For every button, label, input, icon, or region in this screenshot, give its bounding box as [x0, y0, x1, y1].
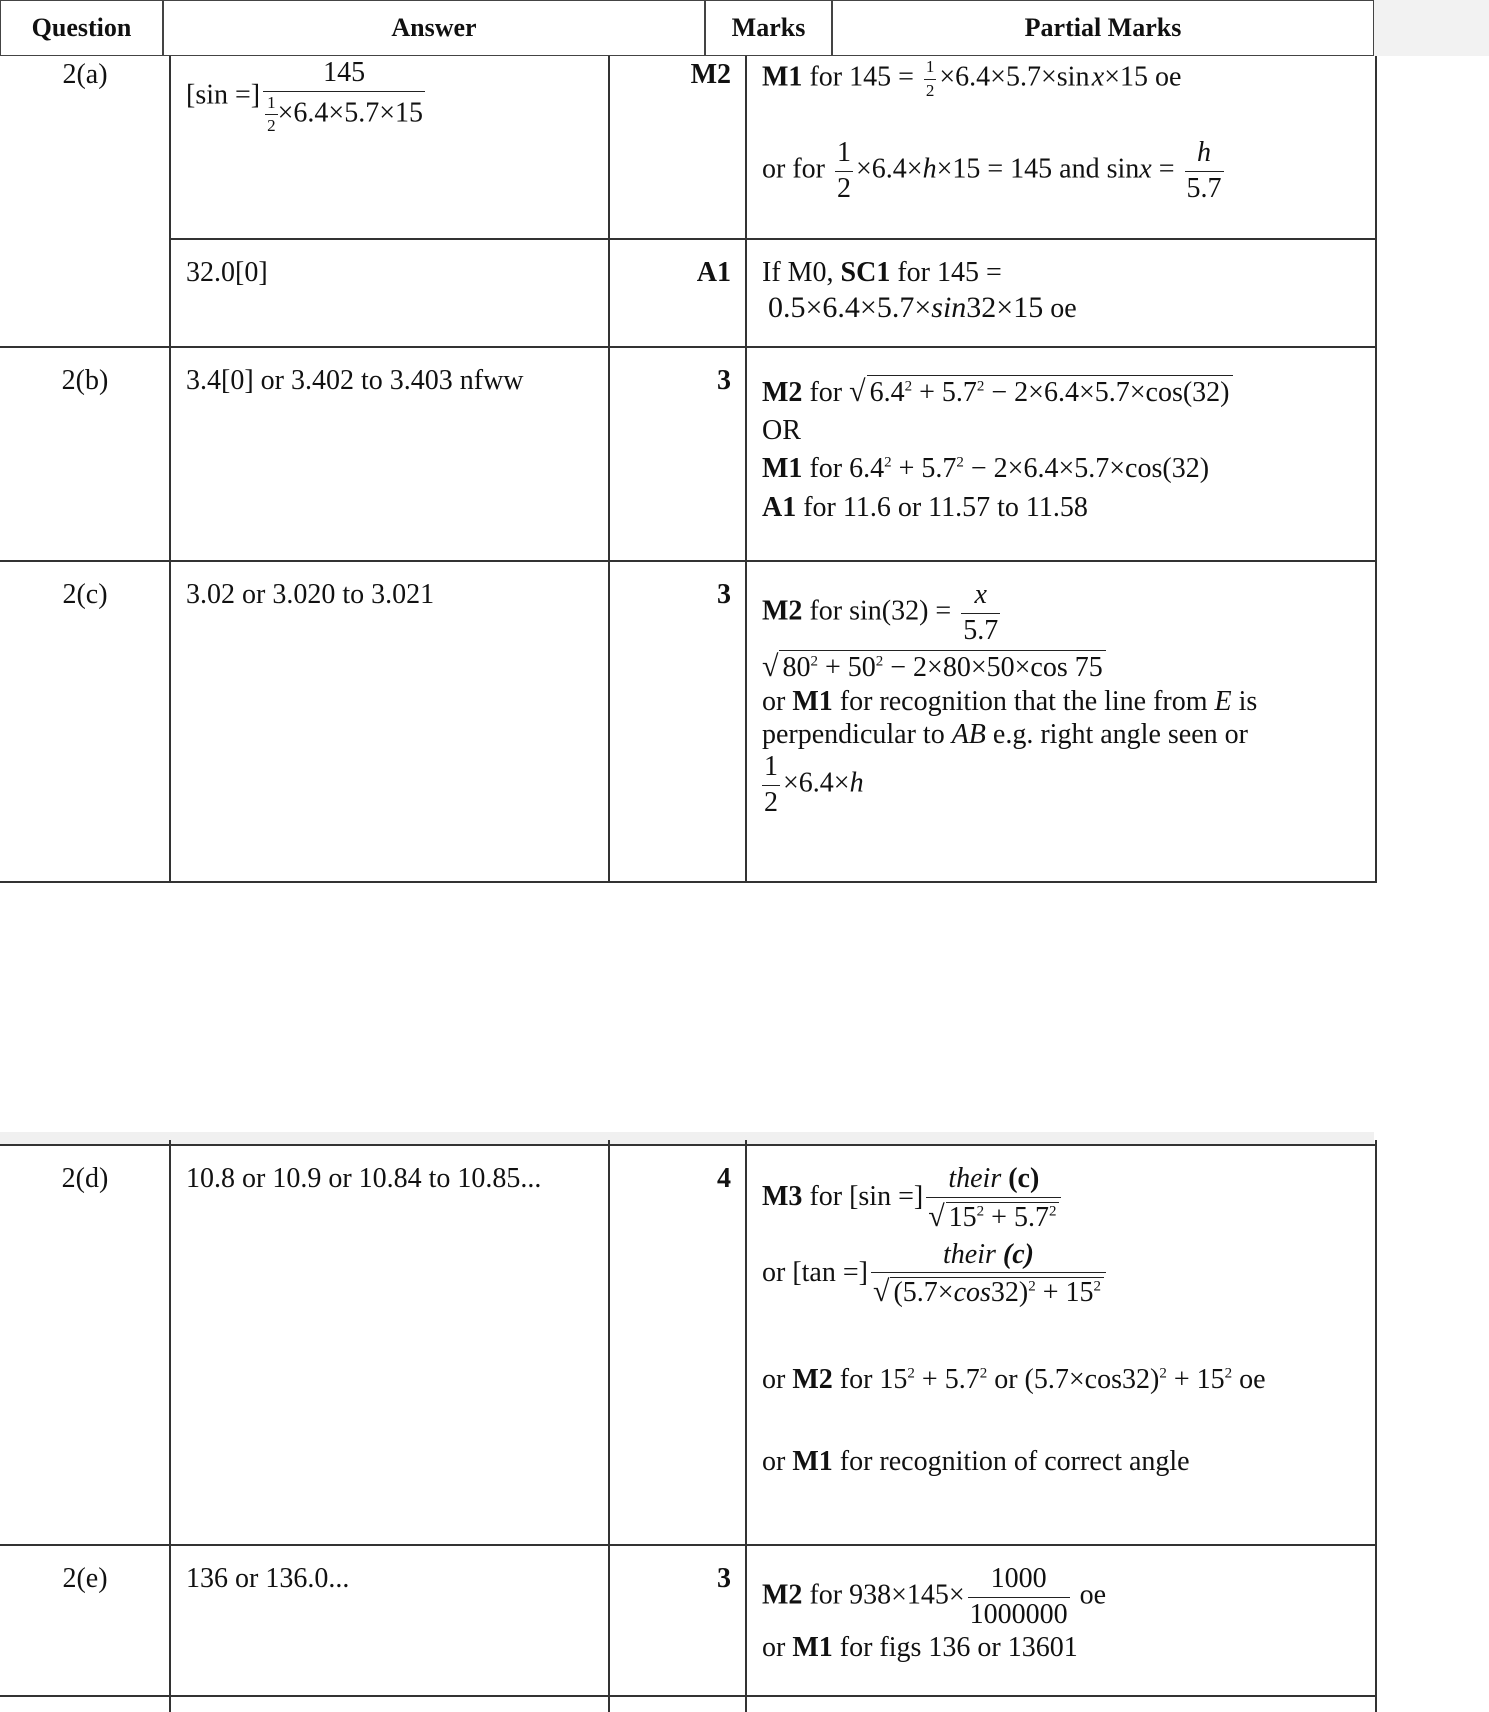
var-x: x — [1139, 153, 1152, 185]
answer-fraction — [263, 58, 425, 136]
exp: 2 — [956, 454, 964, 471]
pm-line — [762, 1363, 1367, 1397]
header-partial-marks: Partial Marks — [832, 0, 1374, 56]
sqrt-body — [890, 1277, 1104, 1309]
sqrt-body — [946, 1202, 1060, 1234]
partial-marks-2b — [762, 374, 1367, 525]
frac-num: 1000 — [990, 1563, 1047, 1594]
frac-num — [946, 1164, 1041, 1197]
expr: 6.4 — [849, 452, 885, 484]
pm-text: = — [1151, 153, 1175, 185]
sqrt-sign: √ — [928, 1199, 945, 1233]
marks-2c: 3 — [717, 579, 731, 610]
pm-line — [762, 1564, 1367, 1631]
pm-text: If M0, — [762, 257, 834, 288]
exp: 2 — [1093, 1279, 1102, 1296]
question-2c: 2(c) — [62, 579, 108, 610]
mark-code: M2 — [762, 377, 803, 408]
h-over-fraction — [1185, 138, 1224, 205]
pm-line — [762, 1445, 1367, 1479]
pm-text: ×15 = 145 and sin — [936, 153, 1140, 185]
part-c: (c) — [1008, 1163, 1040, 1194]
pm-text: for — [809, 452, 843, 484]
partial-marks-2c — [762, 580, 1367, 818]
question-2e: 2(e) — [62, 1563, 108, 1594]
frac-den — [871, 1272, 1106, 1309]
answer-2c: 3.02 or 3.020 to 3.021 — [186, 579, 435, 610]
divider — [608, 56, 610, 882]
expr: + 50 — [817, 651, 876, 683]
answer-prefix: [sin =] — [186, 79, 261, 111]
mark-code: A1 — [762, 492, 797, 524]
mark-code: M2 — [792, 1364, 833, 1396]
exp: 2 — [907, 1365, 915, 1382]
frac-den: 5.7 — [963, 614, 999, 646]
pm-line — [762, 752, 1367, 819]
pm-line — [762, 1240, 1367, 1310]
divider — [0, 1695, 1377, 1697]
pm-text: + 15 — [1166, 1364, 1225, 1396]
expr: + 5.7 — [891, 452, 957, 484]
question-2b: 2(b) — [61, 365, 109, 396]
exp: 2 — [1224, 1365, 1233, 1382]
exp: 2 — [976, 1203, 985, 1220]
expr: 32) — [990, 1277, 1029, 1309]
marking-table-bottom — [0, 1140, 1377, 1712]
divider — [0, 346, 1377, 348]
pm-text: for 15 — [839, 1364, 908, 1396]
sqrt-body — [779, 650, 1105, 685]
mark-code: SC1 — [840, 257, 891, 288]
pm-text: for figs 136 or 13601 — [839, 1631, 1078, 1663]
mark-code: M3 — [762, 1181, 803, 1213]
divider — [1375, 56, 1377, 882]
divider — [169, 1140, 171, 1712]
mark-code: M1 — [792, 1445, 833, 1477]
pm-text: for 145 = — [809, 61, 914, 93]
divider — [745, 56, 747, 882]
pm-text: or — [762, 1364, 786, 1396]
unit-fraction — [968, 1564, 1070, 1631]
pm-text: or (5.7×cos32) — [987, 1364, 1160, 1396]
mark-code: M1 — [762, 61, 803, 93]
their: their — [948, 1163, 1002, 1194]
var-h: h — [922, 153, 937, 185]
exp: 2 — [976, 378, 985, 395]
x-over-fraction — [961, 580, 1000, 647]
expr: + 15 — [1035, 1277, 1094, 1309]
half-num: 1 — [925, 57, 935, 76]
frac-den — [926, 1197, 1061, 1234]
pm-text: or — [762, 1631, 786, 1663]
question-2d: 2(d) — [61, 1163, 109, 1194]
exp: 2 — [1028, 1279, 1036, 1296]
pm-text: ×6.4× — [783, 767, 850, 799]
divider — [0, 881, 1377, 883]
pm-line — [762, 718, 1367, 752]
pm-text: ×6.4× — [855, 153, 923, 185]
pm-text: for 145 = — [897, 257, 1002, 288]
half-fraction — [924, 58, 937, 100]
half-den: 2 — [925, 80, 935, 100]
partial-marks-2a-sc1 — [762, 256, 1367, 326]
pm-text: for sin(32) = — [809, 595, 952, 627]
pm-text: oe — [1232, 1364, 1266, 1396]
frac-num: h — [1197, 137, 1211, 168]
pm-text: for [sin =] — [809, 1181, 924, 1213]
marks-2b: 3 — [717, 365, 731, 396]
pm-text: for — [809, 377, 843, 408]
partial-marks-2e — [762, 1564, 1367, 1664]
header-answer: Answer — [163, 0, 705, 56]
marking-table-top — [0, 56, 1377, 882]
mark-code: M2 — [762, 595, 803, 627]
marks-2d: 4 — [717, 1163, 731, 1194]
divider — [745, 1140, 747, 1712]
exp: 2 — [810, 653, 818, 670]
mark-code: M1 — [762, 452, 803, 484]
half-den: 2 — [764, 786, 778, 818]
exp: 2 — [884, 454, 892, 471]
fraction-denominator — [263, 91, 425, 136]
half-num: 1 — [764, 750, 778, 782]
sin-fraction — [926, 1164, 1061, 1234]
pm-text: or — [762, 1445, 786, 1477]
tan-fraction — [871, 1240, 1106, 1310]
expr-cos: cos — [953, 1277, 991, 1309]
expr: 80 — [782, 651, 811, 683]
answer-2a-expression — [186, 58, 606, 136]
expr: − 2×6.4×5.7×cos(32) — [984, 377, 1230, 408]
pm-text: or — [762, 685, 786, 717]
var-ab: AB — [951, 719, 986, 751]
sqrt-sign: √ — [872, 1275, 890, 1309]
part-c: (c) — [1002, 1238, 1034, 1270]
divider — [0, 1144, 1377, 1146]
mark-code: M1 — [792, 1631, 833, 1663]
pm-text: e.g. right angle seen or — [992, 719, 1248, 751]
expr: + 5.7 — [984, 1201, 1049, 1233]
partial-marks-2a-line1 — [762, 58, 1367, 100]
answer-2e: 136 or 136.0... — [186, 1563, 350, 1594]
var-e: E — [1214, 685, 1232, 717]
pm-math: 0.5×6.4×5.7× — [768, 290, 932, 324]
expr: (5.7× — [893, 1277, 954, 1309]
expr: 15 — [948, 1201, 977, 1233]
sqrt-sign: √ — [762, 649, 779, 683]
denominator-rest: ×6.4×5.7×15 — [277, 97, 423, 129]
pm-line — [762, 374, 1367, 410]
expr: − 2×6.4×5.7×cos(32) — [963, 452, 1210, 484]
half-num: 1 — [267, 92, 276, 112]
pm-text: for recognition that the line from — [839, 685, 1208, 717]
pm-text: for recognition of correct angle — [839, 1445, 1190, 1477]
exp: 2 — [904, 378, 913, 395]
pm-text: for 938×145× — [809, 1579, 965, 1611]
divider — [1375, 1140, 1377, 1712]
exp: 2 — [979, 1365, 988, 1382]
pm-math-sin: sin — [931, 290, 967, 324]
divider — [169, 56, 171, 882]
exp: 2 — [875, 653, 884, 670]
pm-text: ×6.4×5.7×sin — [939, 61, 1090, 93]
header-question: Question — [0, 0, 163, 56]
frac-num: x — [974, 579, 987, 610]
answer-2d: 10.8 or 10.9 or 10.84 to 10.85... — [186, 1163, 542, 1194]
expr: − 2×80×50×cos 75 — [883, 651, 1103, 683]
pm-text: is — [1238, 685, 1258, 717]
pm-text: oe — [1072, 1579, 1107, 1611]
half-den: 2 — [267, 116, 276, 136]
sqrt-body — [867, 375, 1233, 410]
their: their — [943, 1238, 996, 1270]
half-fraction — [762, 752, 780, 819]
expr: + 5.7 — [912, 377, 977, 408]
frac-den: 1000000 — [969, 1598, 1068, 1630]
marks-2a-a1: A1 — [696, 257, 731, 288]
half-fraction — [265, 94, 278, 136]
pm-text: perpendicular to — [762, 719, 945, 751]
partial-marks-2d — [762, 1164, 1367, 1478]
pm-line — [762, 685, 1367, 719]
half-den: 2 — [836, 172, 851, 204]
half-fraction — [835, 138, 853, 205]
sqrt-sign: √ — [849, 375, 866, 408]
exp: 2 — [1048, 1203, 1057, 1220]
pm-text: or for — [762, 153, 825, 185]
question-2a: 2(a) — [62, 59, 108, 90]
frac-den: 5.7 — [1186, 172, 1222, 204]
fraction-numerator: 145 — [323, 57, 366, 88]
pm-or: OR — [762, 415, 801, 446]
divider — [169, 238, 1376, 240]
divider — [608, 1140, 610, 1712]
half-num: 1 — [836, 137, 851, 168]
divider — [0, 560, 1377, 562]
partial-marks-2a-line2 — [762, 138, 1367, 205]
pm-line — [762, 452, 1367, 486]
pm-text: oe — [1043, 292, 1077, 324]
pm-text: for 11.6 or 11.57 to 11.58 — [803, 492, 1088, 524]
divider — [0, 1544, 1377, 1546]
var-h: h — [849, 767, 864, 799]
pm-line — [762, 649, 1367, 685]
frac-num — [941, 1240, 1036, 1273]
pm-line — [762, 580, 1367, 647]
answer-2a-value: 32.0[0] — [186, 257, 268, 288]
exp: 2 — [1159, 1365, 1167, 1382]
expr: 6.4 — [869, 377, 905, 408]
pm-math: 32×15 — [966, 290, 1044, 324]
var-x: x — [1091, 61, 1105, 93]
pm-text: or [tan =] — [762, 1256, 868, 1288]
mark-code: M2 — [762, 1579, 803, 1611]
header-marks: Marks — [705, 0, 832, 56]
table-header — [0, 0, 1374, 56]
pm-line — [762, 491, 1367, 525]
pm-text: + 5.7 — [914, 1364, 980, 1396]
answer-2b: 3.4[0] or 3.402 to 3.403 nfww — [186, 365, 524, 396]
mark-code: M1 — [792, 685, 833, 717]
pm-line — [762, 1631, 1367, 1665]
marks-2e: 3 — [717, 1563, 731, 1594]
pm-line — [762, 1164, 1367, 1234]
marks-2a-m2: M2 — [690, 59, 731, 90]
pm-text: ×15 oe — [1104, 61, 1182, 93]
